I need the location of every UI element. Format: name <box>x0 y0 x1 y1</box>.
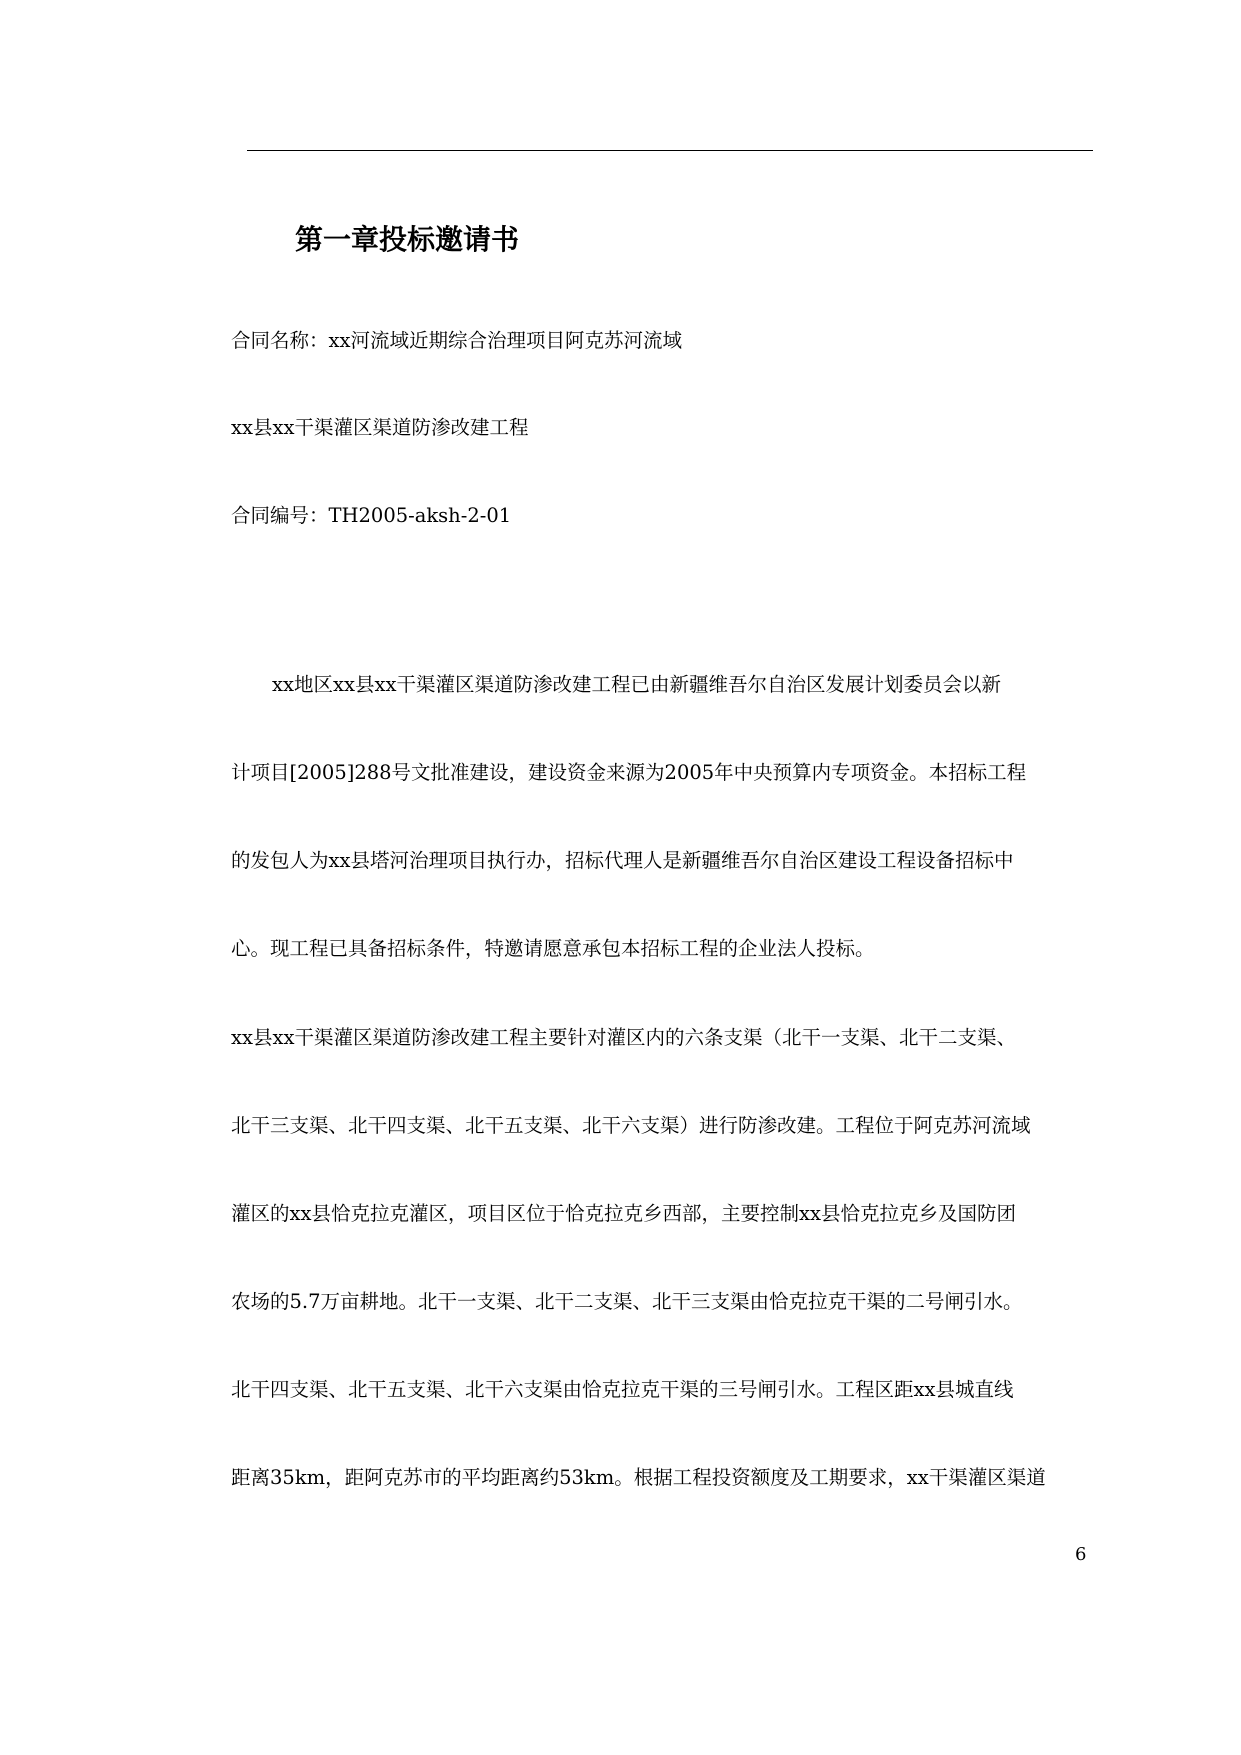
contract-name: 合同名称：xx河流域近期综合治理项目阿克苏河流域 <box>231 329 682 352</box>
paragraph-2-line: xx县xx干渠灌区渠道防渗改建工程主要针对灌区内的六条支渠（北干一支渠、北干二支渠、 <box>231 1026 1016 1049</box>
chapter-title: 第一章投标邀请书 <box>295 223 520 256</box>
paragraph-2-line: 北干三支渠、北干四支渠、北干五支渠、北干六支渠）进行防渗改建。工程位于阿克苏河流域 <box>231 1114 1031 1137</box>
paragraph-1-line: 的发包人为xx县塔河治理项目执行办，招标代理人是新疆维吾尔自治区建设工程设备招标中 <box>231 849 1014 872</box>
page-number: 6 <box>1075 1544 1087 1565</box>
contract-number: 合同编号：TH2005-aksh-2-01 <box>231 504 512 527</box>
header-rule <box>247 150 1093 151</box>
paragraph-1-line: xx地区xx县xx干渠灌区渠道防渗改建工程已由新疆维吾尔自治区发展计划委员会以新 <box>272 673 1001 696</box>
paragraph-1-line: 计项目[2005]288号文批准建设，建设资金来源为2005年中央预算内专项资金。本招标工程 <box>231 761 1027 784</box>
paragraph-2-line: 农场的5.7万亩耕地。北干一支渠、北干二支渠、北干三支渠由恰克拉克干渠的二号闸引水。 <box>231 1290 1023 1313</box>
paragraph-1-line: 心。现工程已具备招标条件，特邀请愿意承包本招标工程的企业法人投标。 <box>231 937 875 960</box>
contract-name-continued: xx县xx干渠灌区渠道防渗改建工程 <box>231 416 529 439</box>
paragraph-2-line: 距离35km，距阿克苏市的平均距离约53km。根据工程投资额度及工期要求，xx干渠灌区渠道 <box>231 1466 1046 1489</box>
paragraph-2-line: 北干四支渠、北干五支渠、北干六支渠由恰克拉克干渠的三号闸引水。工程区距xx县城直线 <box>231 1378 1014 1401</box>
paragraph-2-line: 灌区的xx县恰克拉克灌区，项目区位于恰克拉克乡西部，主要控制xx县恰克拉克乡及国防团 <box>231 1202 1016 1225</box>
